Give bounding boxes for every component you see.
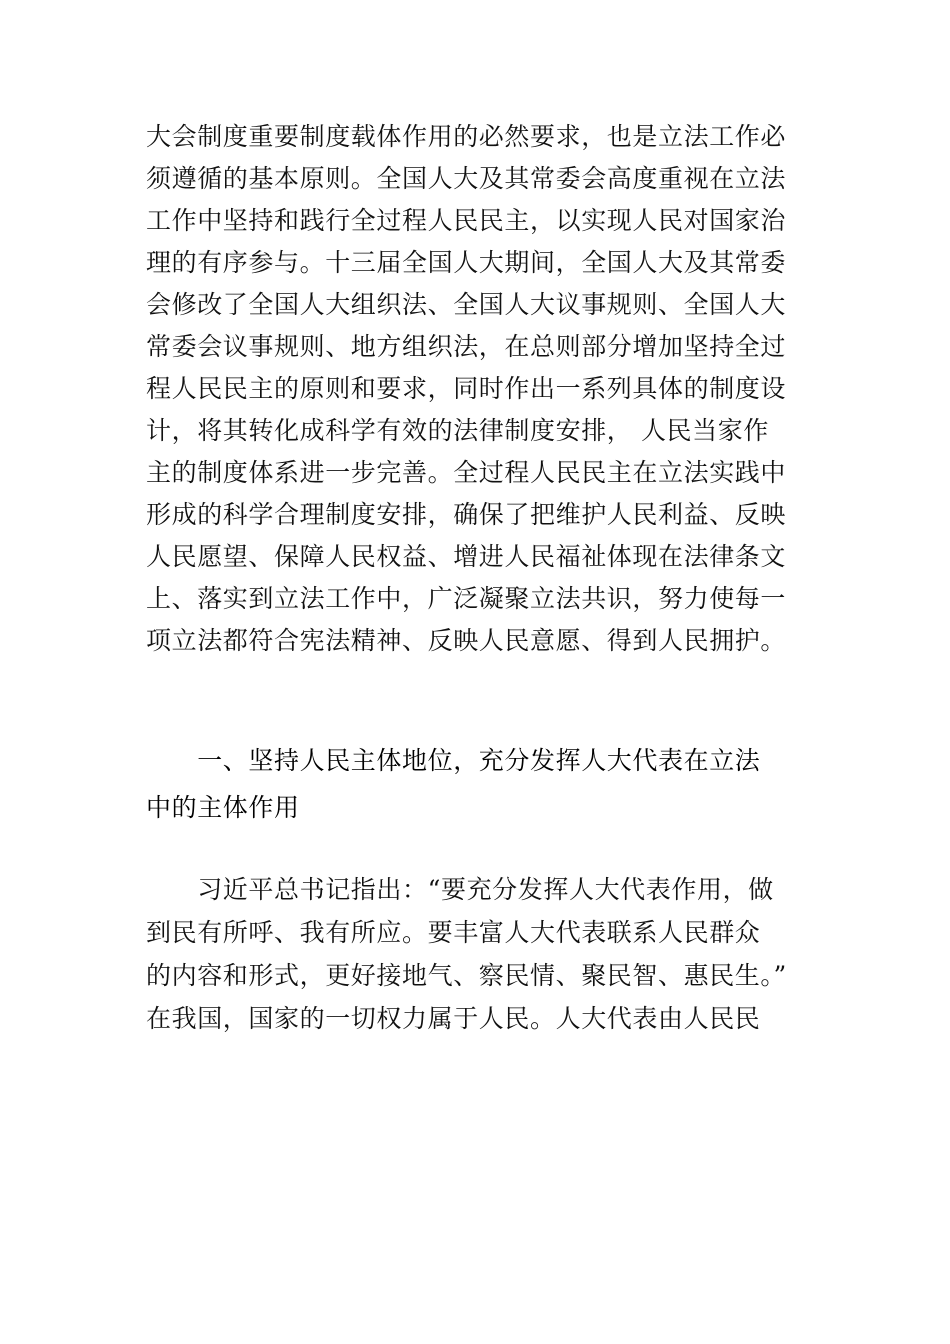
section-heading	[146, 737, 826, 831]
body-paragraph-1	[146, 116, 826, 662]
body-paragraph-2	[146, 868, 826, 1040]
paragraph-line: 主的制度体系进一步完善。全过程人民民主在立法实践中	[146, 458, 787, 487]
heading-line: 一、坚持人民主体地位，充分发挥人大代表在立法	[146, 746, 761, 775]
paragraph-line: 习近平总书记指出：“要充分发挥人大代表作用，做	[146, 875, 774, 904]
paragraph-line: 的内容和形式，更好接地气、察民情、聚民智、惠民生。”	[146, 961, 787, 990]
paragraph-line: 上、落实到立法工作中，广泛凝聚立法共识，努力使每一	[146, 584, 787, 613]
paragraph-line: 常委会议事规则、地方组织法，在总则部分增加坚持全过	[146, 332, 787, 361]
paragraph-line: 工作中坚持和践行全过程人民民主，以实现人民对国家治	[146, 206, 787, 235]
paragraph-line: 程人民民主的原则和要求，同时作出一系列具体的制度设	[146, 374, 787, 403]
heading-line: 中的主体作用	[146, 793, 300, 822]
paragraph-line: 在我国，国家的一切权力属于人民。人大代表由人民民	[146, 1004, 761, 1033]
paragraph-line: 项立法都符合宪法精神、反映人民意愿、得到人民拥护。	[146, 626, 787, 655]
paragraph-line: 会修改了全国人大组织法、全国人大议事规则、全国人大	[146, 290, 787, 319]
paragraph-line: 须遵循的基本原则。全国人大及其常委会高度重视在立法	[146, 164, 787, 193]
paragraph-line: 大会制度重要制度载体作用的必然要求，也是立法工作必	[146, 122, 787, 151]
paragraph-line: 形成的科学合理制度安排，确保了把维护人民利益、反映	[146, 500, 787, 529]
paragraph-line: 理的有序参与。十三届全国人大期间，全国人大及其常委	[146, 248, 787, 277]
paragraph-line: 人民愿望、保障人民权益、增进人民福祉体现在法律条文	[146, 542, 787, 571]
paragraph-line: 到民有所呼、我有所应。要丰富人大代表联系人民群众	[146, 918, 761, 947]
paragraph-line: 计，将其转化成科学有效的法律制度安排， 人民当家作	[146, 416, 769, 445]
